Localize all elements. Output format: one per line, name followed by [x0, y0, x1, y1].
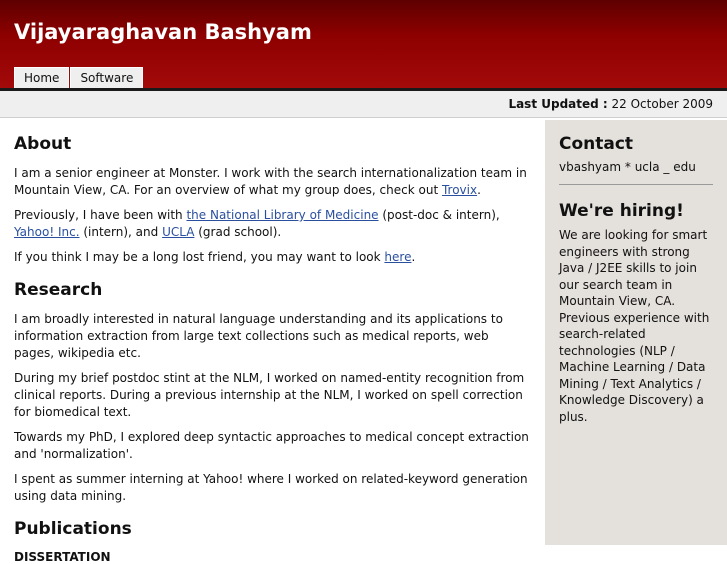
about-paragraph-1	[14, 165, 531, 199]
about-p2-mid2: (intern), and	[79, 225, 163, 239]
nlm-link[interactable]: the National Library of Medicine	[186, 208, 379, 222]
last-updated-bar	[0, 91, 727, 118]
here-link[interactable]: here	[384, 250, 412, 264]
contact-email: vbashyam * ucla _ edu	[559, 160, 696, 174]
site-header	[0, 0, 727, 90]
research-paragraph-4: I spent as summer interning at Yahoo! where I worked on related-keyword generation using data mining.	[14, 472, 528, 503]
about-p3-text: If you think I may be a long lost friend, you may want to look	[14, 250, 385, 264]
about-p2-end: (grad school).	[194, 225, 282, 239]
research-paragraph-1: I am broadly interested in natural language understanding and its applications to information extraction from large text collections such as medical reports, web pages, wikipedia etc.	[14, 312, 503, 360]
contact-heading: Contact	[559, 134, 634, 154]
ucla-link[interactable]: UCLA	[162, 225, 195, 239]
research-paragraph-2: During my brief postdoc stint at the NLM, I worked on named-entity recognition from clinical reports. During a previous internship at the NLM, I worked on spell correction for biomedical text.	[14, 371, 525, 419]
last-updated	[508, 97, 713, 111]
about-p3-end: .	[411, 250, 416, 264]
sidebar	[545, 120, 727, 545]
about-p1-text: I am a senior engineer at Monster. I work with the search internationalization team in Mountain View, CA. For an overview of what my group does, check out	[14, 166, 527, 197]
sidebar-divider	[559, 184, 713, 185]
about-paragraph-2	[14, 207, 531, 241]
site-title: Vijayaraghavan Bashyam	[14, 20, 312, 44]
hiring-heading: We're hiring!	[559, 201, 684, 221]
last-updated-date: 22 October 2009	[611, 97, 713, 111]
about-p1-end: .	[477, 183, 481, 197]
research-heading: Research	[14, 280, 103, 300]
hiring-text: We are looking for smart engineers with strong Java / J2EE skills to join our search team in Mountain View, CA. Previous experience with search-related technologies (NLP / Machine Learning / Data Mining / Text Analytics / Knowledge Discovery) a plus.	[559, 228, 710, 424]
yahoo-link[interactable]: Yahoo! Inc.	[14, 225, 80, 239]
dissertation-subheading: DISSERTATION	[14, 550, 111, 564]
main-nav	[14, 67, 144, 88]
publications-heading: Publications	[14, 519, 132, 539]
about-heading: About	[14, 134, 72, 154]
research-paragraph-3: Towards my PhD, I explored deep syntactic approaches to medical concept extraction and 'normalization'.	[14, 430, 529, 461]
about-p2-text: Previously, I have been with	[14, 208, 187, 222]
trovix-link[interactable]: Trovix	[441, 183, 478, 197]
main-content	[0, 120, 545, 564]
last-updated-label: Last Updated :	[508, 97, 608, 111]
about-p2-mid1: (post-doc & intern),	[378, 208, 500, 222]
nav-home-link[interactable]: Home	[14, 67, 69, 88]
nav-software-link[interactable]: Software	[70, 67, 143, 88]
about-paragraph-3	[14, 249, 531, 266]
